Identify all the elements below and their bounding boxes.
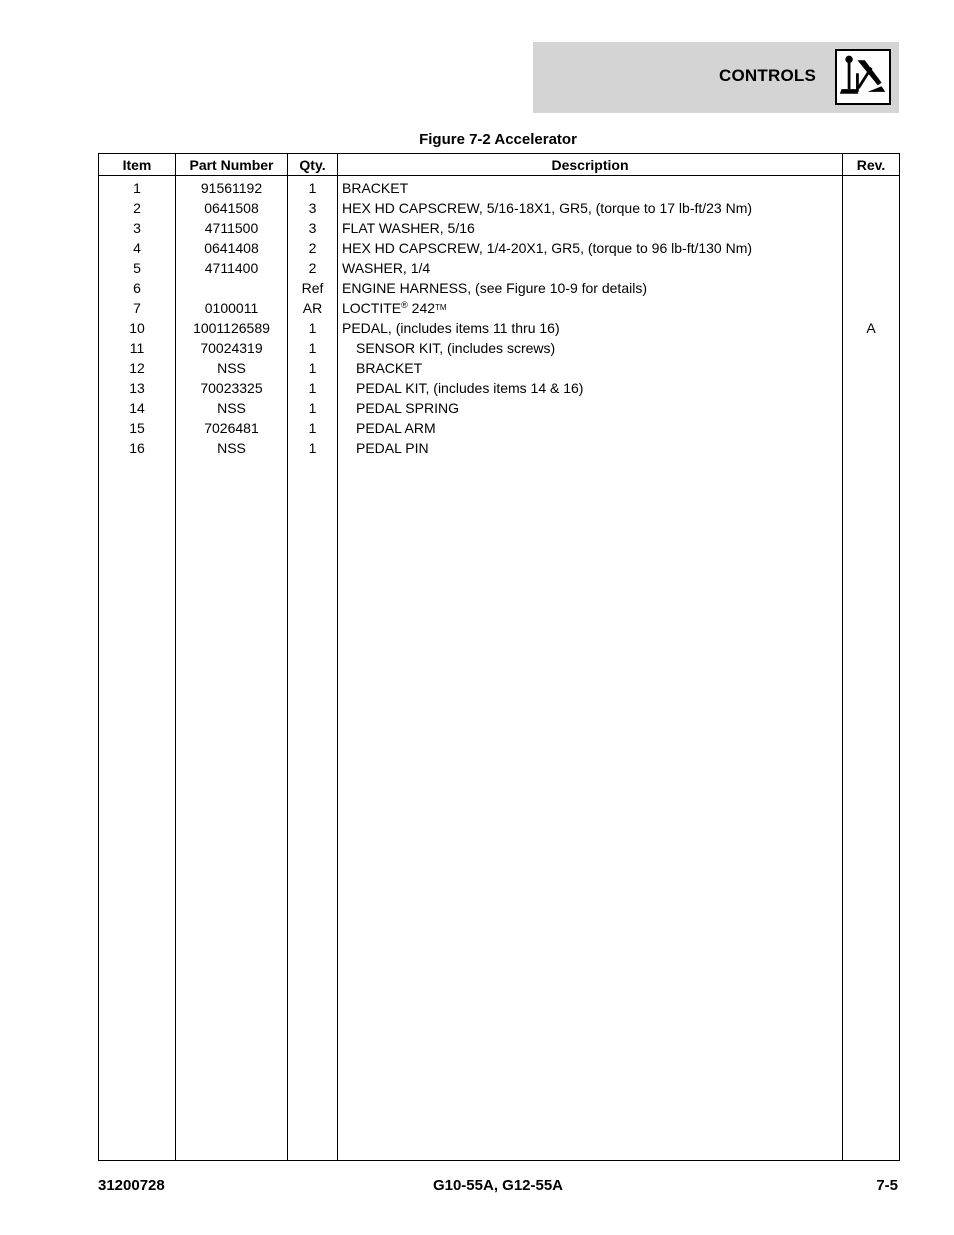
description-cell: PEDAL, (includes items 11 thru 16)	[338, 318, 843, 338]
item-cell: 11	[99, 338, 176, 358]
part-number-cell: 0100011	[176, 298, 288, 318]
part-number-cell: 70023325	[176, 378, 288, 398]
qty-cell: 1	[288, 338, 338, 358]
column-header-rev: Rev.	[843, 154, 900, 176]
qty-cell: 1	[288, 378, 338, 398]
column-header-qty: Qty.	[288, 154, 338, 176]
item-cell: 3	[99, 218, 176, 238]
part-number-cell: NSS	[176, 358, 288, 378]
item-cell: 1	[99, 176, 176, 199]
description-cell: HEX HD CAPSCREW, 5/16-18X1, GR5, (torque to 17 lb-ft/23 Nm)	[338, 198, 843, 218]
part-number-cell: 91561192	[176, 176, 288, 199]
figure-title: Figure 7-2 Accelerator	[419, 131, 577, 148]
table-row	[99, 278, 900, 298]
qty-cell: AR	[288, 298, 338, 318]
table-header-row	[99, 154, 900, 176]
description-cell	[338, 298, 843, 318]
table-row	[99, 258, 900, 278]
rev-cell	[843, 278, 900, 298]
part-number-cell: 1001126589	[176, 318, 288, 338]
table-row	[99, 418, 900, 438]
rev-cell	[843, 438, 900, 458]
qty-cell: 1	[288, 418, 338, 438]
qty-cell: 1	[288, 398, 338, 418]
qty-cell: 1	[288, 176, 338, 199]
part-number-cell: NSS	[176, 438, 288, 458]
part-number-cell: NSS	[176, 398, 288, 418]
part-number-cell: 0641508	[176, 198, 288, 218]
part-number-cell	[176, 278, 288, 298]
table-row	[99, 398, 900, 418]
item-cell: 10	[99, 318, 176, 338]
item-cell: 6	[99, 278, 176, 298]
rev-cell	[843, 398, 900, 418]
table-row	[99, 358, 900, 378]
item-cell: 12	[99, 358, 176, 378]
item-cell: 2	[99, 198, 176, 218]
rev-cell	[843, 298, 900, 318]
qty-cell: 3	[288, 198, 338, 218]
description-cell: PEDAL SPRING	[338, 398, 843, 418]
table-row	[99, 298, 900, 318]
item-cell: 5	[99, 258, 176, 278]
rev-cell	[843, 198, 900, 218]
rev-cell	[843, 218, 900, 238]
item-cell: 4	[99, 238, 176, 258]
rev-cell	[843, 238, 900, 258]
rev-cell: A	[843, 318, 900, 338]
description-cell: ENGINE HARNESS, (see Figure 10-9 for details)	[338, 278, 843, 298]
part-number-cell: 4711400	[176, 258, 288, 278]
description-cell: BRACKET	[338, 176, 843, 199]
description-cell: SENSOR KIT, (includes screws)	[338, 338, 843, 358]
part-number-cell: 7026481	[176, 418, 288, 438]
description-text: LOCTITE	[342, 300, 402, 316]
table-row	[99, 378, 900, 398]
description-cell: FLAT WASHER, 5/16	[338, 218, 843, 238]
item-cell: 7	[99, 298, 176, 318]
rev-cell	[843, 258, 900, 278]
qty-cell: 1	[288, 438, 338, 458]
column-header-part-number: Part Number	[176, 154, 288, 176]
parts-table	[98, 153, 900, 1161]
description-cell: WASHER, 1/4	[338, 258, 843, 278]
table-row	[99, 338, 900, 358]
table-row	[99, 176, 900, 199]
controls-lever-icon	[835, 49, 891, 105]
table-row	[99, 318, 900, 338]
footer-doc-number: 31200728	[98, 1177, 165, 1194]
table-row	[99, 198, 900, 218]
description-cell: BRACKET	[338, 358, 843, 378]
qty-cell: 1	[288, 358, 338, 378]
item-cell: 15	[99, 418, 176, 438]
qty-cell: 1	[288, 318, 338, 338]
description-cell: PEDAL ARM	[338, 418, 843, 438]
table-row	[99, 238, 900, 258]
table-row	[99, 218, 900, 238]
rev-cell	[843, 176, 900, 199]
column-header-description: Description	[338, 154, 843, 176]
description-text-tail: 242	[407, 300, 436, 316]
part-number-cell: 70024319	[176, 338, 288, 358]
item-cell: 16	[99, 438, 176, 458]
description-cell: HEX HD CAPSCREW, 1/4-20X1, GR5, (torque to 96 lb-ft/130 Nm)	[338, 238, 843, 258]
table-row	[99, 438, 900, 458]
column-header-item: Item	[99, 154, 176, 176]
description-cell: PEDAL KIT, (includes items 14 & 16)	[338, 378, 843, 398]
qty-cell: Ref	[288, 278, 338, 298]
trademark-mark: TM	[435, 303, 447, 312]
table-body	[99, 176, 900, 1161]
footer-page-number: 7-5	[876, 1177, 898, 1194]
rev-cell	[843, 378, 900, 398]
rev-cell	[843, 358, 900, 378]
qty-cell: 2	[288, 238, 338, 258]
rev-cell	[843, 418, 900, 438]
item-cell: 13	[99, 378, 176, 398]
description-cell: PEDAL PIN	[338, 438, 843, 458]
rev-cell	[843, 338, 900, 358]
footer-models: G10-55A, G12-55A	[432, 1177, 564, 1194]
item-cell: 14	[99, 398, 176, 418]
qty-cell: 3	[288, 218, 338, 238]
registered-mark: ®	[401, 300, 408, 310]
part-number-cell: 0641408	[176, 238, 288, 258]
section-header	[533, 42, 899, 113]
section-title: CONTROLS	[719, 66, 816, 85]
qty-cell: 2	[288, 258, 338, 278]
part-number-cell: 4711500	[176, 218, 288, 238]
table-filler-row	[99, 458, 900, 1161]
